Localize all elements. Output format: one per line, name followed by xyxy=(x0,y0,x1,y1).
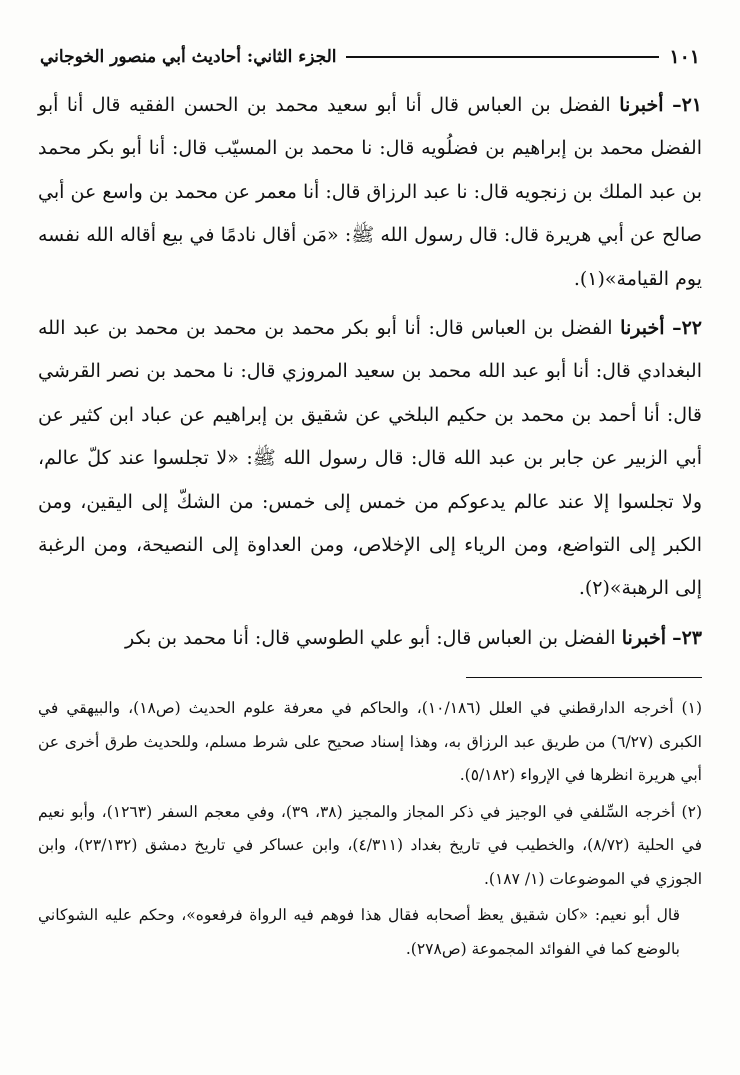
hadith-paragraph xyxy=(38,307,702,611)
hadith-text: الفضل بن العباس قال: أنا أبو بكر محمد بن محمد بن محمد بن عبد الله البغدادي قال: أنا أبو عبد الله محمد بن سعيد المروزي قال: نا محمد بن نصر القرشي قال: أنا أحمد بن محمد بن حكيم البلخي عن شقيق بن إبراهيم عن عباد ابن كثير عن أبي الزبير عن جابر بن عبد الله قال: قال رسول الله ﷺ: «لا تجلسوا عند كلّ عالم، ولا تجلسوا إلا عند عالم يدعوكم من خمس إلى خمس: من الشكّ إلى اليقين، ومن الكبر إلى التواضع، ومن الرياء إلى الإخلاص، ومن العداوة إلى النصيحة، ومن الرغبة إلى الرهبة»(٢). xyxy=(38,317,702,600)
page-number: ١٠١ xyxy=(669,46,700,68)
hadith-paragraph xyxy=(38,84,702,301)
main-text xyxy=(38,84,702,666)
hadith-paragraph xyxy=(38,617,702,660)
hadith-lead-word: أخبرنا xyxy=(619,94,664,116)
footnote-continuation: قال أبو نعيم: «كان شقيق يعظ أصحابه فقال هذا فوهم فيه الرواة فرفعوه»، وحكم عليه الشوكاني بالوضع كما في الفوائد المجموعة (ص٢٧٨). xyxy=(38,906,680,958)
hadith-lead-word: أخبرنا xyxy=(620,317,665,340)
hadith-number: ٢١– xyxy=(672,94,703,116)
running-title: الجزء الثاني: أحاديث أبي منصور الخوجاني xyxy=(40,47,337,67)
running-header xyxy=(40,40,700,74)
hadith-lead-word: أخبرنا xyxy=(621,626,667,649)
hadith-text: الفضل بن العباس قال أنا أبو سعيد محمد بن الحسن الفقيه قال أنا أبو الفضل محمد بن إبراهيم بن فضلُويه قال: نا محمد بن المسيّب قال: أنا أبو بكر محمد بن عبد الملك بن زنجويه قال: نا عبد الرزاق قال: أنا معمر عن محمد بن واسع عن أبي صالح عن أبي هريرة قال: قال رسول الله ﷺ: «مَن أقال نادمًا في بيع أقاله الله نفسه يوم القيامة»(١). xyxy=(38,94,702,290)
header-rule xyxy=(346,56,659,58)
footnote: (٢) أخرجه السِّلفي في الوجيز في ذكر المجاز والمجيز (٣٨، ٣٩)، وفي معجم السفر (١٢٦٣)، وأبو نعيم في الحلية (٨/٧٢)، والخطيب في تاريخ بغداد (٤/٣١١)، وابن عساكر في تاريخ دمشق (٢٣/١٣٢)، وابن الجوزي في الموضوعات (١/ ١٨٧). xyxy=(38,802,702,888)
hadith-number: ٢٢– xyxy=(672,317,702,340)
footnote: (١) أخرجه الدارقطني في العلل (١٠/١٨٦)، والحاكم في معرفة علوم الحديث (ص١٨)، والبيهقي في الكبرى (٦/٢٧) من طريق عبد الرزاق به، وهذا إسناد صحيح على شرط مسلم، وللحديث طرق أخرى عن أبي هريرة انظرها في الإرواء (٥/١٨٢). xyxy=(38,699,702,784)
footnote-separator xyxy=(466,677,702,678)
hadith-number: ٢٣– xyxy=(672,626,702,649)
footnotes xyxy=(38,692,702,969)
hadith-text: الفضل بن العباس قال: أبو علي الطوسي قال: أنا محمد بن بكر xyxy=(124,626,622,649)
